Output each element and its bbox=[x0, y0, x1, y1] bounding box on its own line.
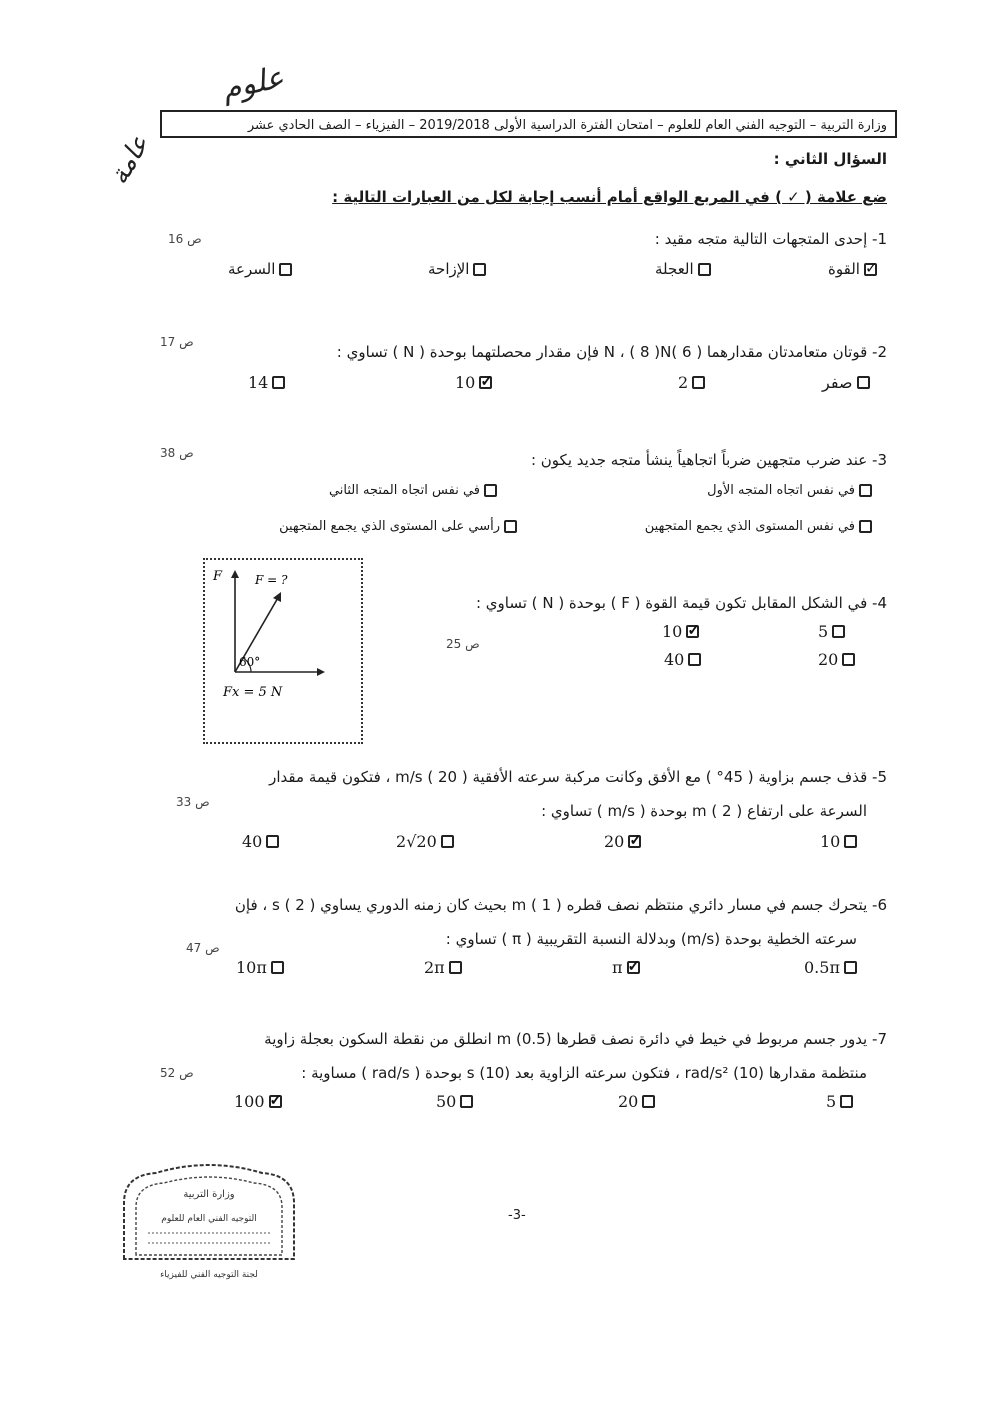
option-label: 20√2 bbox=[396, 832, 437, 851]
question-1 bbox=[655, 228, 887, 250]
question-4 bbox=[476, 592, 887, 614]
checkbox[interactable] bbox=[698, 263, 711, 276]
angle-label: 60° bbox=[239, 655, 261, 669]
checkbox[interactable] bbox=[271, 961, 284, 974]
option-2-d[interactable] bbox=[248, 373, 285, 392]
option-label: في نفس المستوى الذي يجمع المتجهين bbox=[644, 519, 855, 534]
question-text: يدور جسم مربوط في خيط في دائرة نصف قطرها m (0.5) انطلق من نقطة السكون بعجلة زاوية bbox=[264, 1030, 868, 1048]
page-ref: ص 33 bbox=[176, 795, 210, 809]
question-text: قذف جسم بزاوية ( 45° ) مع الأفق وكانت مركبة سرعته الأفقية m/s ( 20 ) ، فتكون قيمة مقدار bbox=[269, 768, 868, 786]
option-5-b[interactable] bbox=[604, 832, 641, 851]
handwritten-note-side: عامة bbox=[103, 130, 156, 190]
question-text: قوتان متعامدتان مقدارهما ( 6 )N ، ( 8 )N فإن مقدار محصلتهما بوحدة ( N ) تساوي : bbox=[336, 343, 868, 361]
option-label: الإزاحة bbox=[428, 260, 470, 278]
checkbox[interactable] bbox=[627, 961, 640, 974]
option-label: السرعة bbox=[228, 260, 276, 278]
option-label: 10 bbox=[662, 622, 683, 641]
checkbox[interactable] bbox=[449, 961, 462, 974]
stamp-line-2: التوجيه الفني العام للعلوم bbox=[161, 1214, 257, 1224]
checkbox[interactable] bbox=[479, 376, 492, 389]
question-text: إحدى المتجهات التالية متجه مقيد : bbox=[654, 230, 868, 248]
option-label: 2π bbox=[424, 958, 445, 977]
option-label: π bbox=[612, 958, 623, 977]
question-number: 3- bbox=[872, 451, 887, 469]
page-ref: ص 38 bbox=[160, 446, 194, 460]
question-number: 4- bbox=[872, 594, 887, 612]
checkbox[interactable] bbox=[840, 1095, 853, 1108]
option-label: 40 bbox=[664, 650, 685, 669]
option-5-c[interactable] bbox=[396, 832, 454, 851]
f-label: F bbox=[213, 569, 223, 584]
question-6 bbox=[235, 894, 887, 916]
question-text: عند ضرب متجهين ضرباً اتجاهياً ينشأ متجه جديد يكون : bbox=[530, 451, 868, 469]
page-ref: ص 16 bbox=[168, 232, 202, 246]
stamp-footer: لجنة التوجيه الفني للفيزياء bbox=[160, 1270, 258, 1280]
option-label: القوة bbox=[828, 260, 860, 278]
checkbox[interactable] bbox=[266, 835, 279, 848]
checkbox[interactable] bbox=[842, 653, 855, 666]
option-1-c[interactable] bbox=[428, 260, 486, 278]
option-7-c[interactable] bbox=[436, 1092, 473, 1111]
page-ref: ص 17 bbox=[160, 335, 194, 349]
fy-arrowhead bbox=[231, 570, 239, 578]
option-4-a[interactable] bbox=[818, 622, 845, 641]
checkbox[interactable] bbox=[859, 520, 872, 533]
option-6-a[interactable] bbox=[804, 958, 857, 977]
force-diagram-svg bbox=[205, 560, 361, 742]
option-2-a[interactable] bbox=[822, 373, 870, 392]
question-number: 1- bbox=[872, 230, 887, 248]
option-label: 10 bbox=[820, 832, 841, 851]
checkbox[interactable] bbox=[441, 835, 454, 848]
checkbox[interactable] bbox=[484, 484, 497, 497]
handwritten-note-top: علوم bbox=[219, 59, 287, 108]
option-label: 100 bbox=[234, 1092, 265, 1111]
option-label: 2 bbox=[678, 373, 689, 392]
checkbox[interactable] bbox=[269, 1095, 282, 1108]
question-text: يتحرك جسم في مسار دائري منتظم نصف قطره m ( 1 ) بحيث كان زمنه الدوري يساوي s ( 2 ) ، فإن bbox=[234, 896, 868, 914]
option-3-c[interactable] bbox=[645, 519, 872, 534]
checkbox[interactable] bbox=[460, 1095, 473, 1108]
checkbox[interactable] bbox=[688, 653, 701, 666]
option-label: 0.5π bbox=[804, 958, 840, 977]
option-6-b[interactable] bbox=[612, 958, 640, 977]
question-number: 5- bbox=[872, 768, 887, 786]
checkbox[interactable] bbox=[692, 376, 705, 389]
checkbox[interactable] bbox=[686, 625, 699, 638]
question-number: 2- bbox=[872, 343, 887, 361]
option-1-b[interactable] bbox=[655, 260, 711, 278]
option-2-b[interactable] bbox=[678, 373, 705, 392]
option-3-a[interactable] bbox=[707, 483, 872, 498]
option-1-d[interactable] bbox=[228, 260, 292, 278]
checkbox[interactable] bbox=[279, 263, 292, 276]
option-5-d[interactable] bbox=[242, 832, 279, 851]
fx-label: Fx = 5 N bbox=[223, 685, 283, 700]
option-label: 20 bbox=[604, 832, 625, 851]
question-5 bbox=[269, 766, 887, 788]
option-label: 5 bbox=[818, 622, 829, 641]
question-number: 6- bbox=[872, 896, 887, 914]
option-7-d[interactable] bbox=[234, 1092, 282, 1111]
checkbox[interactable] bbox=[844, 835, 857, 848]
stamp-line-1: وزارة التربية bbox=[183, 1189, 235, 1200]
question-7-line-2: منتظمة مقدارها rad/s² (10) ، فتكون سرعته الزاوية بعد s (10) بوحدة ( rad/s ) مساوية : bbox=[301, 1064, 867, 1082]
page-ref: ص 52 bbox=[160, 1066, 194, 1080]
question-7 bbox=[264, 1028, 887, 1050]
checkbox[interactable] bbox=[832, 625, 845, 638]
option-label: 40 bbox=[242, 832, 263, 851]
option-6-c[interactable] bbox=[424, 958, 462, 977]
option-5-a[interactable] bbox=[820, 832, 857, 851]
checkbox[interactable] bbox=[844, 961, 857, 974]
official-stamp bbox=[104, 1163, 314, 1285]
page-ref: ص 25 bbox=[446, 637, 480, 651]
checkbox[interactable] bbox=[473, 263, 486, 276]
option-1-a[interactable] bbox=[828, 260, 877, 278]
option-7-b[interactable] bbox=[618, 1092, 655, 1111]
option-label: 20 bbox=[618, 1092, 639, 1111]
fy-label: F = ? bbox=[255, 573, 288, 587]
option-7-a[interactable] bbox=[826, 1092, 853, 1111]
checkbox[interactable] bbox=[859, 484, 872, 497]
question-5-line-2: السرعة على ارتفاع m ( 2 ) بوحدة ( m/s ) تساوي : bbox=[541, 802, 867, 820]
option-label: 10 bbox=[455, 373, 476, 392]
checkbox[interactable] bbox=[504, 520, 517, 533]
checkbox[interactable] bbox=[864, 263, 877, 276]
option-label: 5 bbox=[826, 1092, 837, 1111]
option-2-c[interactable] bbox=[455, 373, 492, 392]
force-diagram bbox=[203, 558, 363, 744]
option-4-b[interactable] bbox=[662, 622, 699, 641]
option-4-c[interactable] bbox=[818, 650, 855, 669]
option-label: رأسي على المستوى الذي يجمع المتجهين bbox=[279, 519, 500, 534]
option-3-b[interactable] bbox=[329, 483, 497, 498]
option-label: 10π bbox=[236, 958, 267, 977]
option-label: 20 bbox=[818, 650, 839, 669]
option-label: في نفس اتجاه المتجه الأول bbox=[707, 483, 855, 498]
checkbox[interactable] bbox=[272, 376, 285, 389]
instruction: ضع علامة ( ✓ ) في المربع الواقع أمام أنسب إجابة لكل من العبارات التالية : bbox=[332, 188, 887, 206]
option-label: 14 bbox=[248, 373, 269, 392]
option-3-d[interactable] bbox=[279, 519, 517, 534]
option-4-d[interactable] bbox=[664, 650, 701, 669]
question-6-line-2: سرعته الخطية بوحدة (m/s) وبدلالة النسبة التقريبية ( π ) تساوي : bbox=[445, 930, 857, 948]
stamp-seal bbox=[104, 1163, 314, 1285]
option-label: في نفس اتجاه المتجه الثاني bbox=[328, 483, 480, 498]
fx-arrowhead bbox=[317, 668, 325, 676]
page-number: -3- bbox=[508, 1208, 526, 1223]
checkbox[interactable] bbox=[642, 1095, 655, 1108]
option-label: صفر bbox=[822, 373, 853, 392]
checkbox[interactable] bbox=[857, 376, 870, 389]
page-ref: ص 47 bbox=[186, 941, 220, 955]
option-label: العجلة bbox=[655, 260, 694, 278]
section-title: السؤال الثاني : bbox=[773, 150, 887, 168]
option-6-d[interactable] bbox=[236, 958, 284, 977]
question-3 bbox=[531, 449, 887, 471]
exam-header: وزارة التربية – التوجيه الفني العام للعلوم – امتحان الفترة الدراسية الأولى 2019/2018 – الفيزياء – الصف الحادي عشر bbox=[160, 110, 897, 138]
checkbox[interactable] bbox=[628, 835, 641, 848]
question-2 bbox=[337, 341, 887, 363]
question-number: 7- bbox=[872, 1030, 887, 1048]
question-text: في الشكل المقابل تكون قيمة القوة ( F ) بوحدة ( N ) تساوي : bbox=[475, 594, 868, 612]
option-label: 50 bbox=[436, 1092, 457, 1111]
